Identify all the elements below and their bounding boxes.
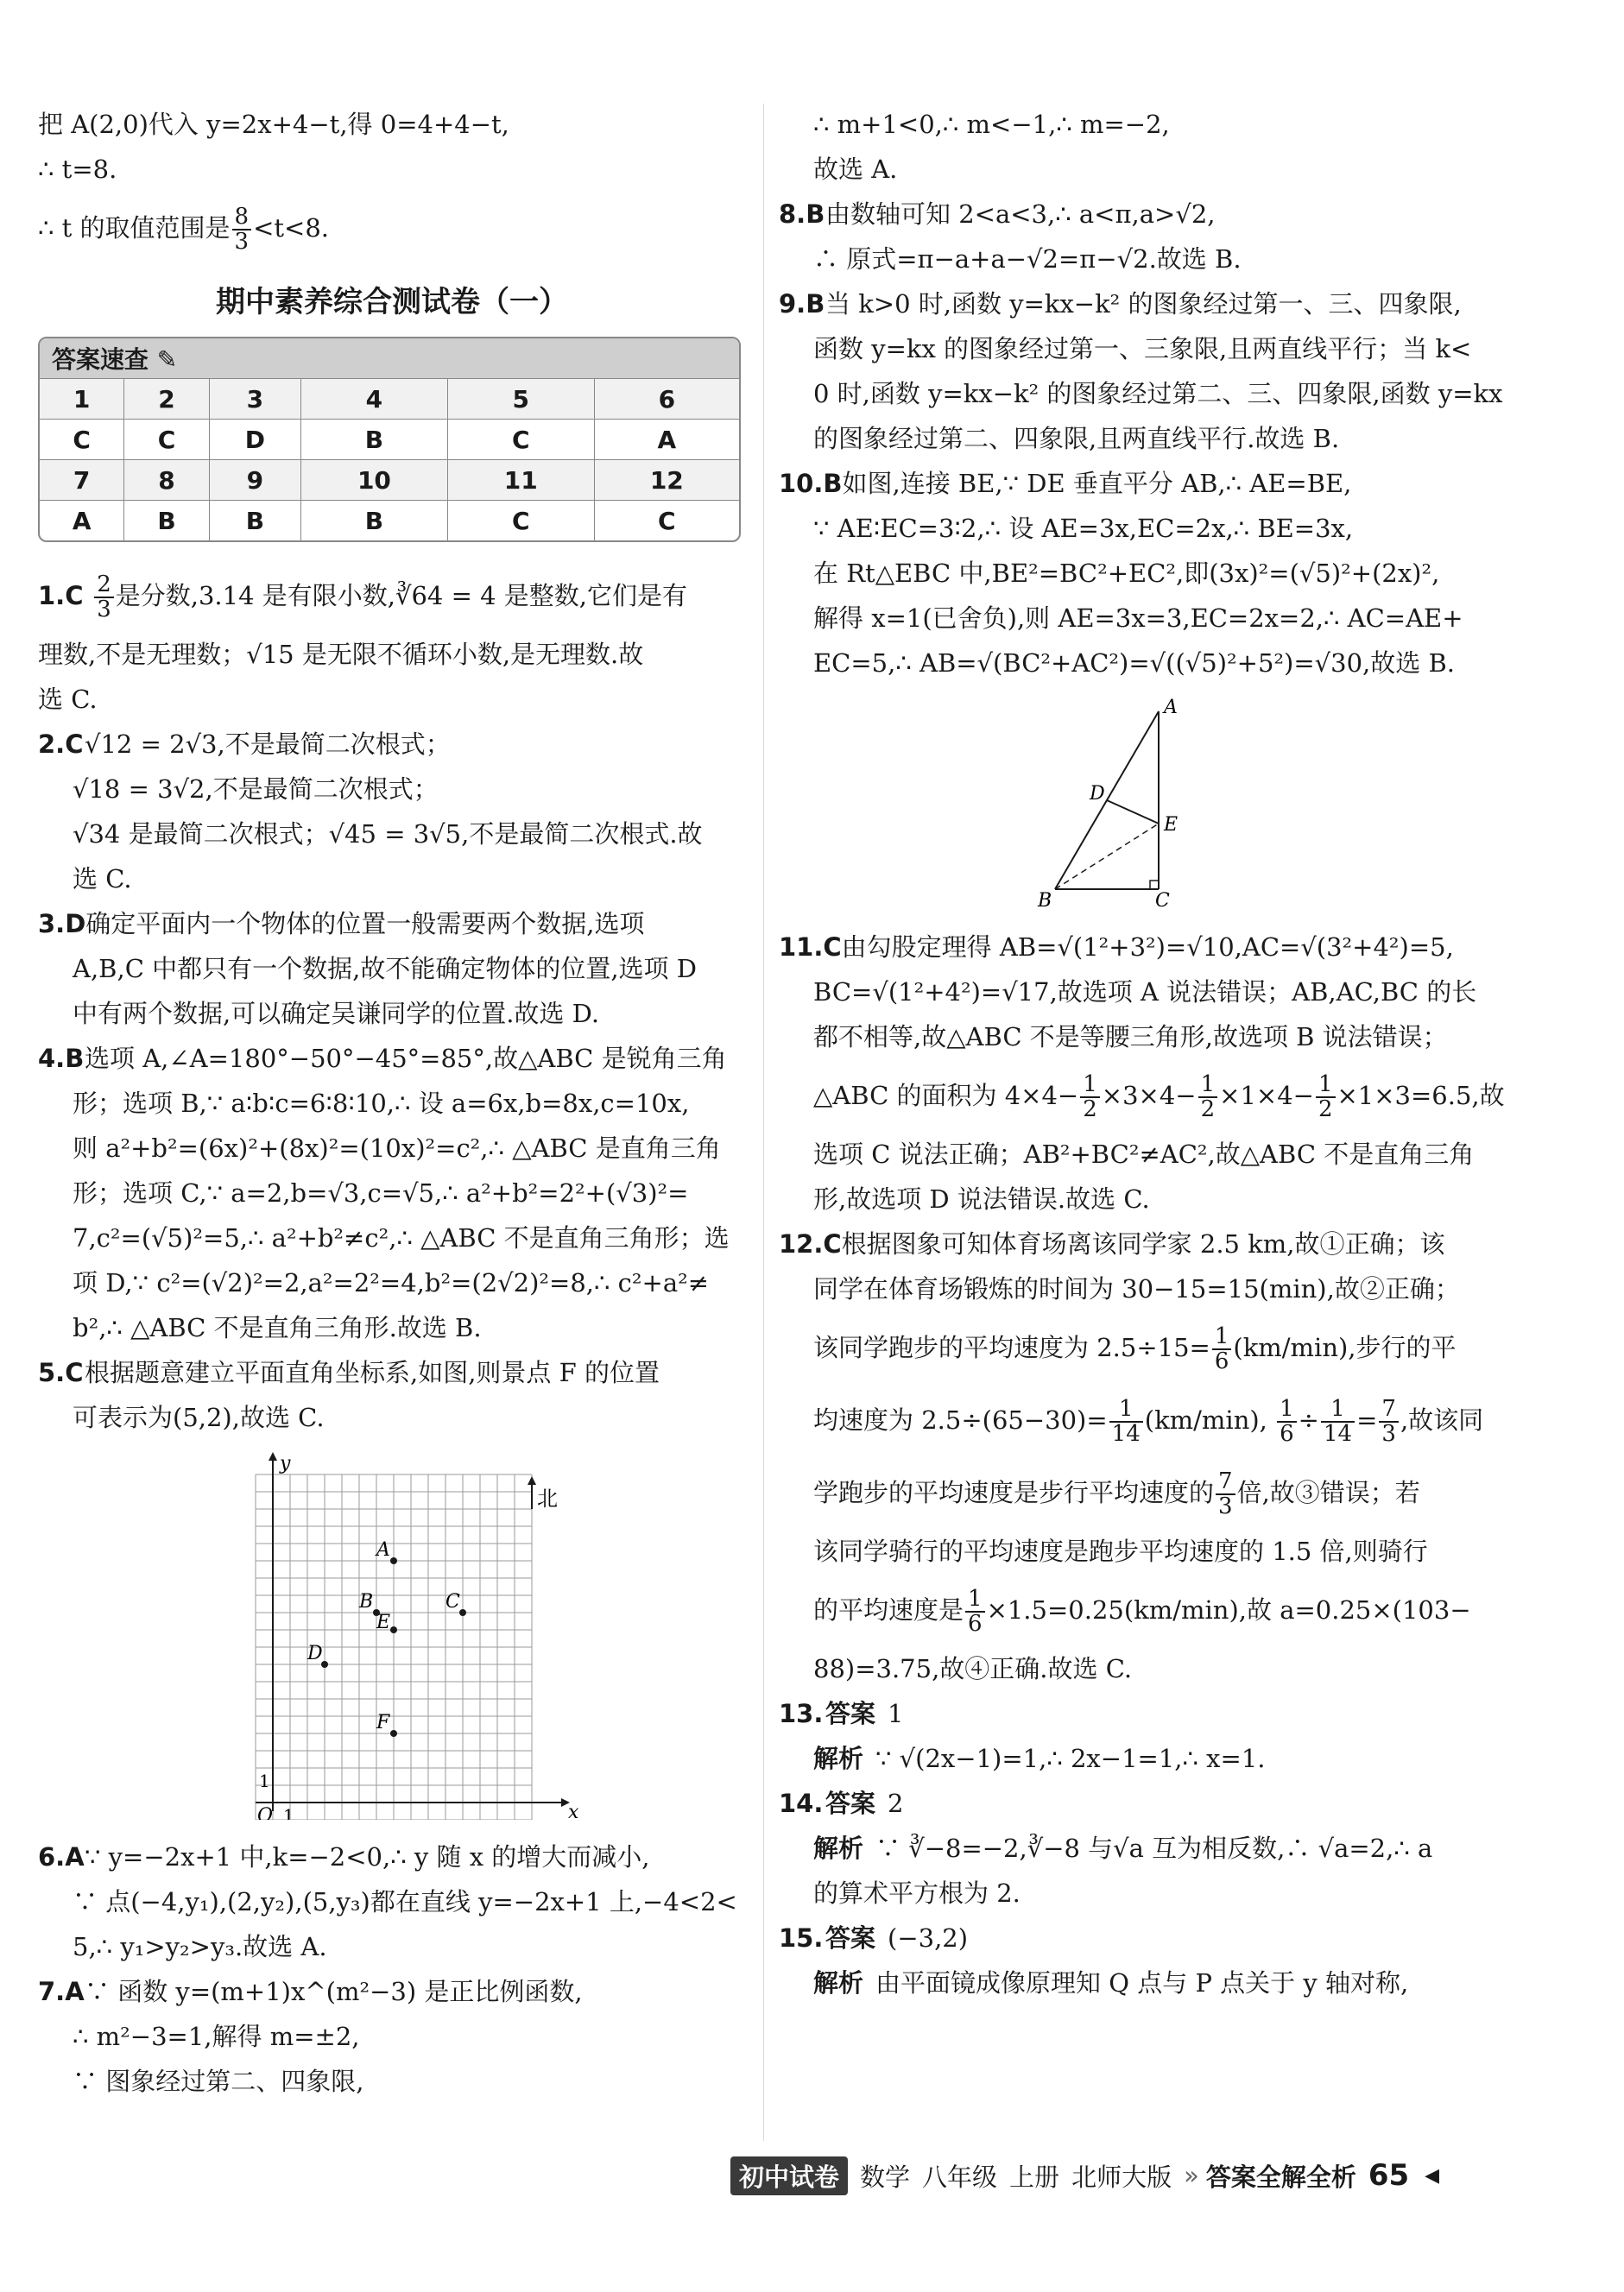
question-number: 15. bbox=[779, 1923, 824, 1953]
answer-key-box bbox=[38, 337, 741, 542]
vertex-label-c: C bbox=[1155, 890, 1170, 910]
text-line: ∴ m+1<0,∴ m<−1,∴ m=−2, bbox=[813, 110, 1170, 139]
text-line: ∴ 原式=π−a+a−√2=π−√2.故选 B. bbox=[813, 244, 1242, 274]
question-number: 5.C bbox=[38, 1358, 84, 1387]
point-a bbox=[390, 1557, 397, 1564]
grade-label: 八年级 bbox=[922, 2162, 998, 2192]
table-row: 1 2 3 4 5 6 bbox=[40, 379, 739, 420]
question-number: 4.B bbox=[38, 1044, 85, 1073]
q1-line: 1.C $\frac{2}{3}$ 是分数,3.14 是有限小数,∛64 = 4 是整数,它们是有 bbox=[38, 559, 746, 632]
point-label-f: F bbox=[376, 1712, 390, 1733]
page-number: 65 bbox=[1368, 2158, 1410, 2193]
fraction: $\frac{8}{3}$ bbox=[232, 205, 252, 255]
table-row: C C D B C A bbox=[40, 420, 739, 460]
table-row: 7 8 9 10 11 12 bbox=[40, 460, 739, 501]
text-line: 故选 A. bbox=[813, 155, 898, 184]
q3-line: 3.D确定平面内一个物体的位置一般需要两个数据,选项 bbox=[38, 901, 746, 946]
q13-answer: 13.答案 1 bbox=[779, 1691, 1504, 1736]
text-line: 理数,不是无理数；√15 是无限不循环小数,是无理数.故 bbox=[38, 640, 644, 669]
q2-line: 2.C√12 = 2√3,不是最简二次根式； bbox=[38, 722, 746, 767]
text-line: 均速度为 2.5÷(65−30)= $\frac{1}{14}$ (km/min), $\frac{1}{6}$ ÷ $\frac{1}{14}$ = $\frac{7}{3}$ ,故该同 bbox=[813, 1395, 1484, 1447]
triangle-svg bbox=[1029, 694, 1254, 910]
text-line: A,B,C 中都只有一个数据,故不能确定物体的位置,选项 D bbox=[73, 954, 698, 983]
vertex-label-d: D bbox=[1090, 783, 1105, 805]
answers-label: 答案全解全析 bbox=[1205, 2162, 1356, 2192]
q9-line: 9.B当 k>0 时,函数 y=kx−k² 的图象经过第一、三、四象限, bbox=[779, 281, 1504, 326]
q11-area-line: △ABC 的面积为 4×4− $\frac{1}{2}$ ×3×4− $\frac{1}{2}$ ×1×4− $\frac{1}{2}$ ×1×3=6.5,故 bbox=[813, 1070, 1505, 1122]
point-label-b: B bbox=[359, 1591, 374, 1613]
text-line: √18 = 3√2,不是最简二次根式； bbox=[73, 774, 439, 804]
section-title: 期中素养综合测试卷（一） bbox=[216, 285, 568, 319]
subject-label: 数学 bbox=[860, 2162, 911, 2192]
text-line: 把 A(2,0)代入 y=2x+4−t,得 0=4+4−t, bbox=[38, 110, 509, 139]
segment-be bbox=[1055, 824, 1159, 889]
q14-explanation: 解析 ∵ ∛−8=−2,∛−8 与√a 互为相反数,∴ √a=2,∴ a bbox=[813, 1834, 1433, 1863]
text-line: 函数 y=kx 的图象经过第一、三象限,且两直线平行；当 k< bbox=[813, 334, 1472, 363]
q15-explanation: 解析 由平面镜成像原理知 Q 点与 P 点关于 y 轴对称, bbox=[813, 1968, 1409, 1998]
double-chevron-icon: » bbox=[1184, 2161, 1199, 2190]
q6-line: 6.A∵ y=−2x+1 中,k=−2<0,∴ y 随 x 的增大而减小, bbox=[38, 1834, 746, 1879]
text-line: 项 D,∵ c²=(√2)²=2,a²=2²=4,b²=(2√2)²=8,∴ c²+a²≠ bbox=[73, 1268, 710, 1298]
text-line: 形；选项 C,∵ a=2,b=√3,c=√5,∴ a²+b²=2²+(√3)²= bbox=[73, 1178, 689, 1208]
north-arrow-icon bbox=[528, 1476, 536, 1485]
text-line: 同学在体育场锻炼的时间为 30−15=15(min),故②正确； bbox=[813, 1274, 1460, 1304]
text-line: 在 Rt△EBC 中,BE²=BC²+EC²,即(3x)²=(√5)²+(2x)², bbox=[813, 559, 1440, 588]
text-line: 选 C. bbox=[38, 685, 98, 714]
segment-de bbox=[1107, 800, 1159, 824]
q8-line: 8.B由数轴可知 2<a<3,∴ a<π,a>√2, bbox=[779, 192, 1504, 237]
page-footer bbox=[730, 2158, 1451, 2193]
q14-answer: 14.答案 2 bbox=[779, 1781, 1504, 1826]
q11-line: 11.C由勾股定理得 AB=√(1²+3²)=√10,AC=√(3²+4²)=5, bbox=[779, 925, 1504, 969]
question-number: 10.B bbox=[779, 469, 843, 498]
q13-explanation: 解析 ∵ √(2x−1)=1,∴ 2x−1=1,∴ x=1. bbox=[813, 1744, 1266, 1773]
question-number: 9.B bbox=[779, 289, 825, 319]
text-line: 学跑步的平均速度是步行平均速度的 $\frac{7}{3}$ 倍,故③错误；若 bbox=[813, 1468, 1420, 1519]
text-line: 该同学骑行的平均速度是跑步平均速度的 1.5 倍,则骑行 bbox=[813, 1537, 1428, 1566]
text-line: 的算术平方根为 2. bbox=[813, 1878, 1021, 1908]
right-angle-mark bbox=[1150, 881, 1159, 889]
question-number: 7.A bbox=[38, 1977, 85, 2006]
t-range-line: ∴ t 的取值范围是 $\frac{8}{3}$ <t<8. bbox=[38, 203, 330, 255]
text-line: 中有两个数据,可以确定吴谦同学的位置.故选 D. bbox=[73, 999, 600, 1028]
tick-label-y: 1 bbox=[259, 1771, 270, 1791]
text-line: 该同学跑步的平均速度为 2.5÷15= $\frac{1}{6}$ (km/min),步行的平 bbox=[813, 1323, 1457, 1374]
question-number: 6.A bbox=[38, 1842, 85, 1872]
point-label-e: E bbox=[376, 1612, 391, 1633]
origin-label: O bbox=[257, 1805, 274, 1820]
question-number: 11.C bbox=[779, 932, 842, 962]
x-axis-label: x bbox=[568, 1802, 579, 1820]
text-line: 解得 x=1(已舍负),则 AE=3x=3,EC=2x=2,∴ AC=AE+ bbox=[813, 603, 1463, 633]
text-line: 可表示为(5,2),故选 C. bbox=[73, 1403, 325, 1432]
question-number: 1.C bbox=[38, 581, 84, 610]
right-column bbox=[779, 102, 1504, 2005]
answer-key-table bbox=[40, 378, 739, 540]
text-line: 0 时,函数 y=kx−k² 的图象经过第二、三、四象限,函数 y=kx bbox=[813, 379, 1503, 408]
text-line: 7,c²=(√5)²=5,∴ a²+b²≠c²,∴ △ABC 不是直角三角形；选 bbox=[73, 1223, 730, 1253]
left-column bbox=[38, 102, 746, 2104]
text-line: 则 a²+b²=(6x)²+(8x)²=(10x)²=c²,∴ △ABC 是直角三角 bbox=[73, 1133, 721, 1163]
question-number: 2.C bbox=[38, 729, 84, 759]
text-line: ∴ m²−3=1,解得 m=±2, bbox=[73, 2022, 360, 2051]
text-line: 形；选项 B,∵ a∶b∶c=6∶8∶10,∴ 设 a=6x,b=8x,c=10x, bbox=[73, 1089, 690, 1118]
q15-answer: 15.答案 (−3,2) bbox=[779, 1916, 1504, 1961]
y-axis-arrow-icon bbox=[269, 1452, 277, 1461]
vertex-label-a: A bbox=[1164, 697, 1178, 718]
fraction: $\frac{2}{3}$ bbox=[94, 573, 114, 622]
point-label-c: C bbox=[445, 1591, 460, 1613]
coordinate-grid-figure bbox=[38, 1449, 746, 1826]
point-label-a: A bbox=[376, 1539, 390, 1561]
text-line: ∵ 图象经过第二、四象限, bbox=[73, 2067, 364, 2096]
question-number: 12.C bbox=[779, 1229, 842, 1259]
text-line: ∵ AE∶EC=3∶2,∴ 设 AE=3x,EC=2x,∴ BE=3x, bbox=[813, 514, 1354, 543]
triangle-left-icon: ◀ bbox=[1425, 2164, 1440, 2187]
text-line: 的平均速度是 $\frac{1}{6}$ ×1.5=0.25(km/min),故 a=0.25×(103− bbox=[813, 1585, 1471, 1637]
vertex-label-b: B bbox=[1038, 890, 1052, 910]
q12-line: 12.C根据图象可知体育场离该同学家 2.5 km,故①正确；该 bbox=[779, 1222, 1504, 1266]
text-line: 选项 C 说法正确；AB²+BC²≠AC²,故△ABC 不是直角三角 bbox=[813, 1140, 1475, 1169]
text-line: 都不相等,故△ABC 不是等腰三角形,故选项 B 说法错误； bbox=[813, 1022, 1448, 1051]
point-f bbox=[390, 1730, 397, 1737]
text-line: 选 C. bbox=[73, 864, 132, 893]
table-row: A B B B C C bbox=[40, 501, 739, 541]
question-number: 3.D bbox=[38, 909, 86, 938]
text-line: EC=5,∴ AB=√(BC²+AC²)=√((√5)²+5²)=√30,故选 B. bbox=[813, 648, 1455, 678]
triangle-figure bbox=[779, 694, 1504, 916]
point-label-d: D bbox=[307, 1643, 323, 1664]
pen-icon: ✎ bbox=[156, 345, 178, 374]
text-line: 5,∴ y₁>y₂>y₃.故选 A. bbox=[73, 1932, 327, 1961]
text-line: b²,∴ △ABC 不是直角三角形.故选 B. bbox=[73, 1313, 482, 1342]
question-number: 14. bbox=[779, 1789, 824, 1818]
text-line: 的图象经过第二、四象限,且两直线平行.故选 B. bbox=[813, 424, 1340, 453]
point-c bbox=[459, 1609, 466, 1616]
column-divider bbox=[763, 104, 764, 2141]
text-line: 形,故选项 D 说法错误.故选 C. bbox=[813, 1184, 1150, 1214]
text-line: √34 是最简二次根式；√45 = 3√5,不是最简二次根式.故 bbox=[73, 819, 703, 849]
text-line: ∴ t=8. bbox=[38, 155, 117, 184]
answer-key-header: 答案速查 ✎ bbox=[40, 338, 739, 378]
q10-line: 10.B如图,连接 BE,∵ DE 垂直平分 AB,∴ AE=BE, bbox=[779, 461, 1504, 506]
q7-line: 7.A∵ 函数 y=(m+1)x^(m²−3) 是正比例函数, bbox=[38, 1969, 746, 2014]
question-number: 13. bbox=[779, 1699, 824, 1728]
text-line: 88)=3.75,故④正确.故选 C. bbox=[813, 1654, 1133, 1683]
text-line: ∵ 点(−4,y₁),(2,y₂),(5,y₃)都在直线 y=−2x+1 上,−4<2< bbox=[73, 1887, 737, 1916]
q5-line: 5.C根据题意建立平面直角坐标系,如图,则景点 F 的位置 bbox=[38, 1350, 746, 1395]
point-e bbox=[390, 1626, 397, 1633]
edition-label: 北师大版 bbox=[1071, 2162, 1172, 2192]
north-label: 北 bbox=[537, 1487, 558, 1511]
y-axis-label: y bbox=[280, 1453, 291, 1474]
brand-badge: 初中试卷 bbox=[730, 2156, 848, 2195]
volume-label: 上册 bbox=[1009, 2162, 1060, 2192]
tick-label-x: 1 bbox=[283, 1805, 294, 1820]
question-number: 8.B bbox=[779, 199, 825, 229]
vertex-label-e: E bbox=[1164, 814, 1179, 836]
grid-svg bbox=[193, 1449, 591, 1820]
text-line: BC=√(1²+4²)=√17,故选项 A 说法错误；AB,AC,BC 的长 bbox=[813, 977, 1477, 1007]
q4-line: 4.B选项 A,∠A=180°−50°−45°=85°,故△ABC 是锐角三角 bbox=[38, 1036, 746, 1081]
